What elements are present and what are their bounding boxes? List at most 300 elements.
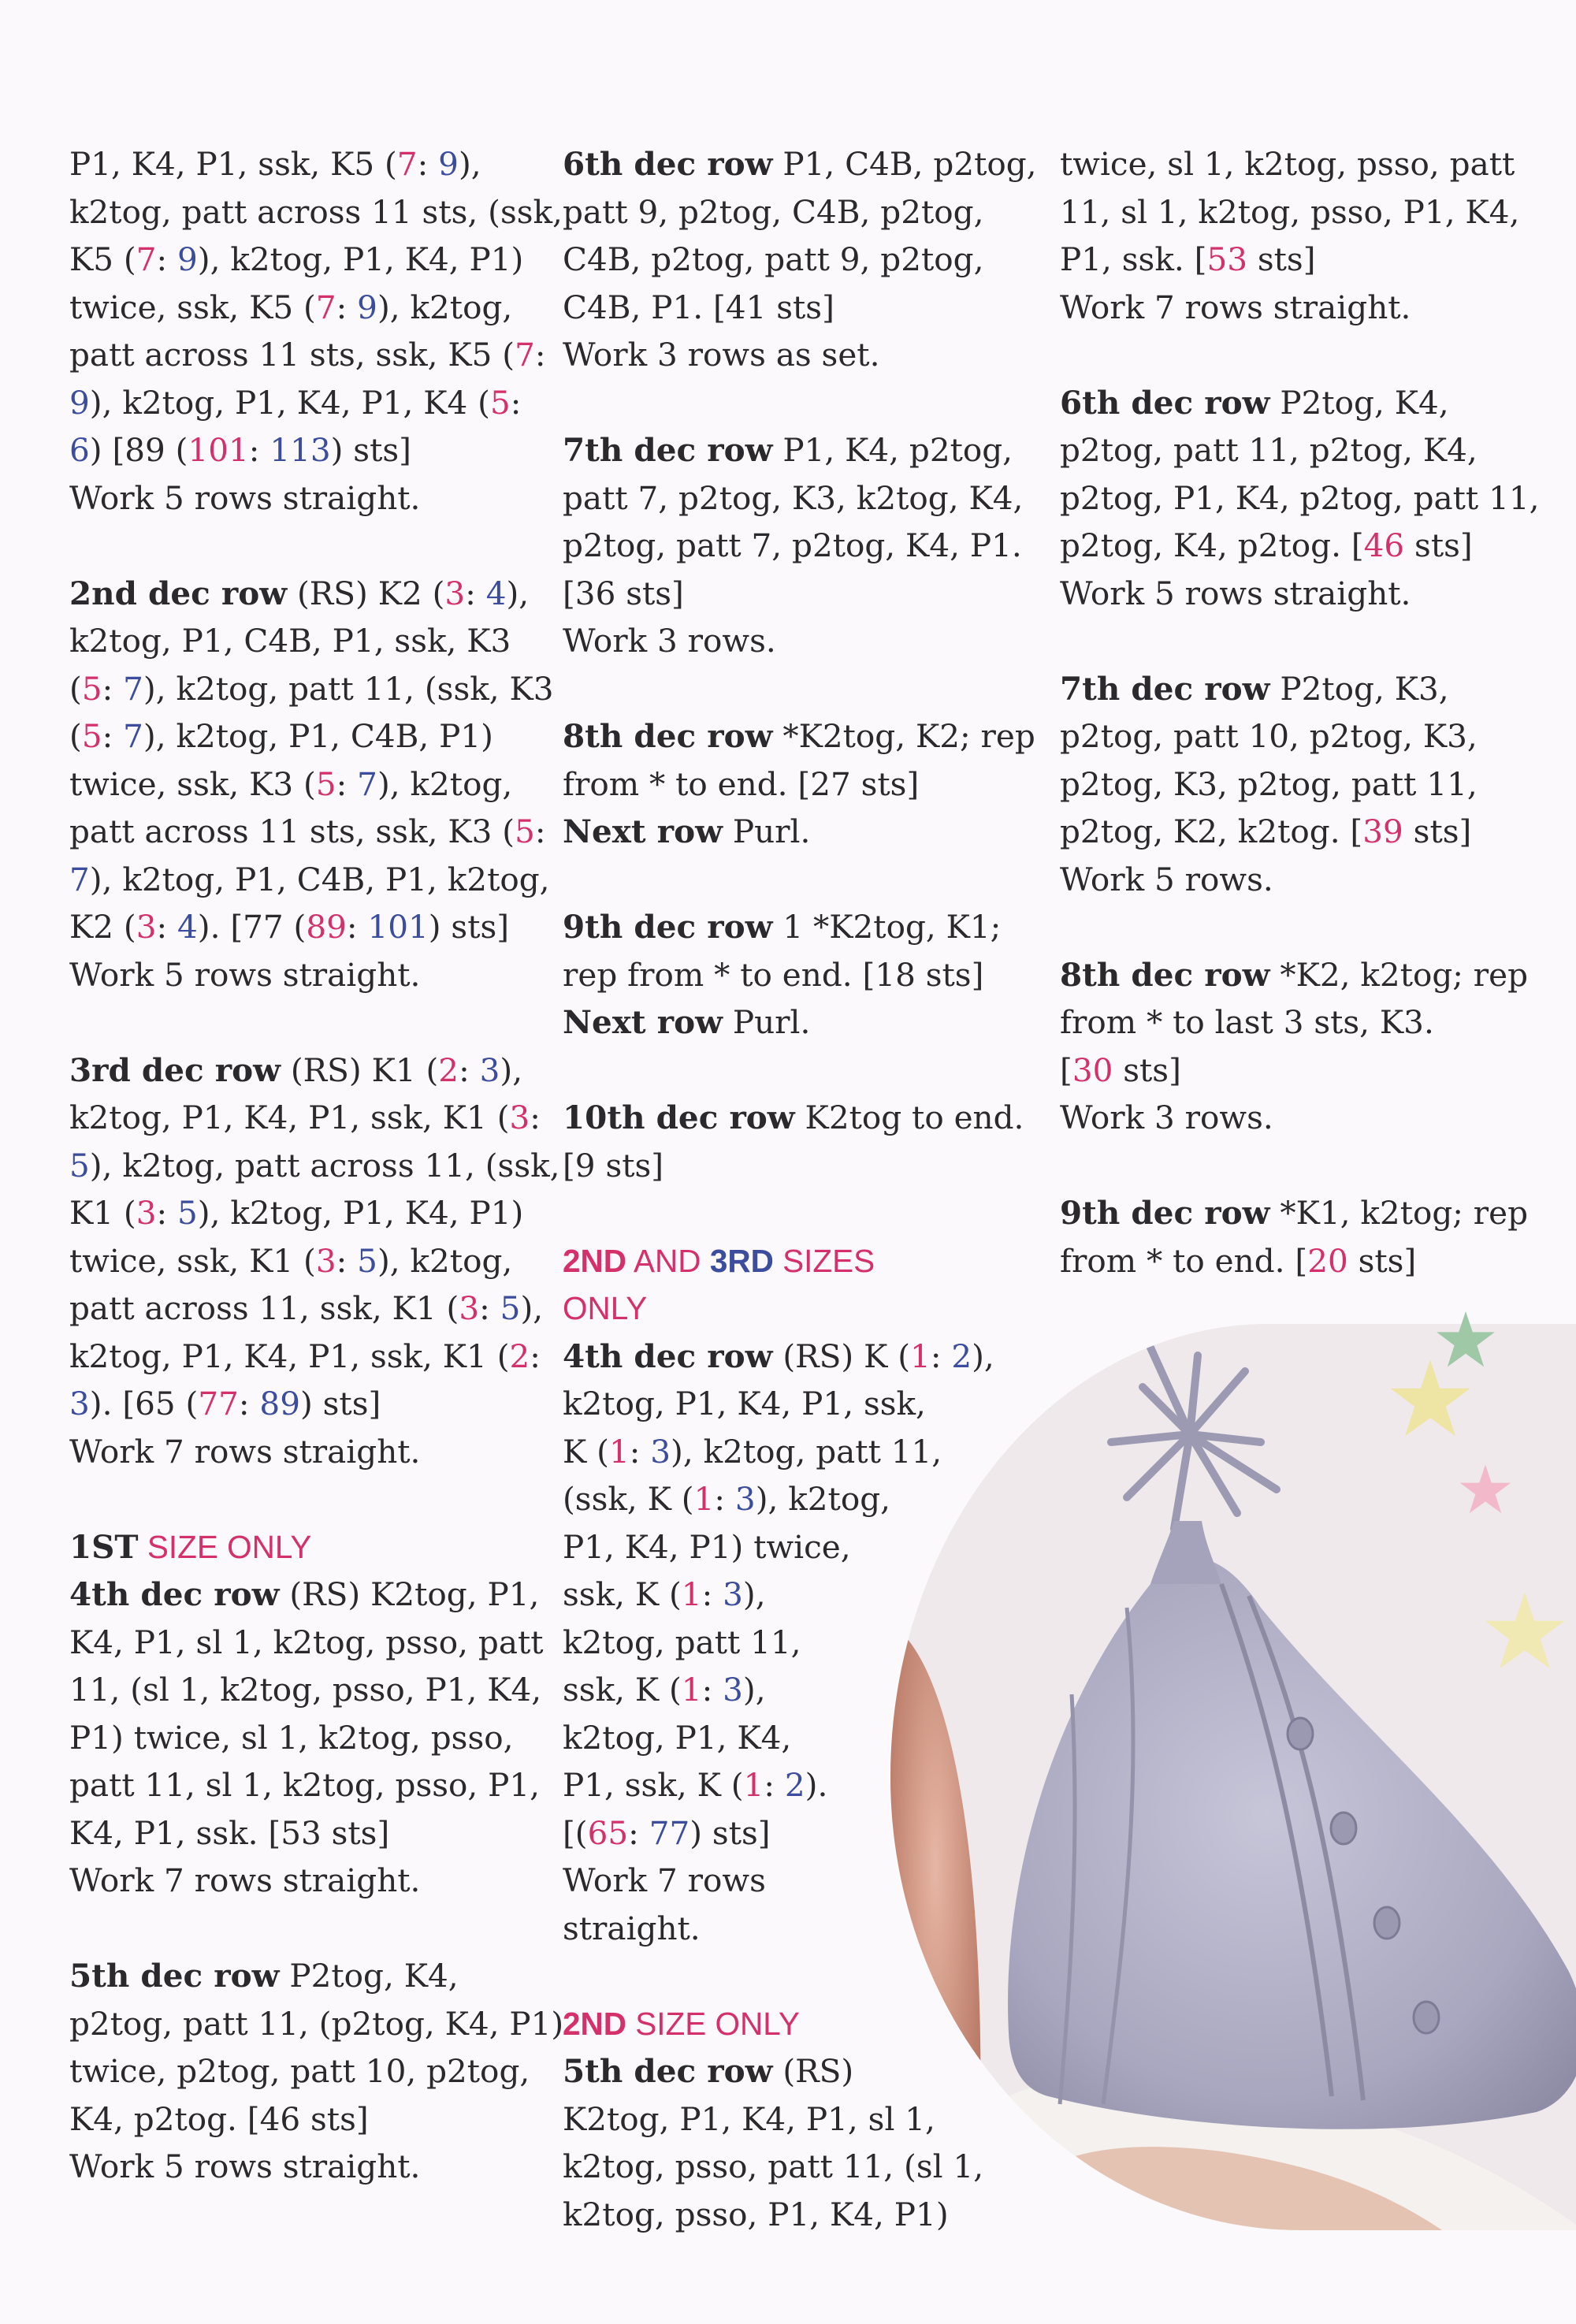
instruction-text: twice, p2tog, patt 10, p2tog, bbox=[69, 2052, 530, 2090]
text-line bbox=[69, 236, 534, 284]
instruction-text: (RS) K1 ( bbox=[281, 1050, 439, 1089]
instruction-text: [36 sts] bbox=[563, 574, 684, 612]
instruction-text: ), k2tog, bbox=[377, 764, 513, 803]
text-line bbox=[69, 1952, 534, 2000]
text-line bbox=[69, 331, 546, 379]
instruction-text: twice, ssk, K1 ( bbox=[69, 1241, 316, 1280]
size-value: 1 bbox=[743, 1766, 764, 1804]
size-value: 5 bbox=[81, 717, 102, 755]
instruction-text: p2tog, patt 11, (p2tog, K4, P1) bbox=[69, 2004, 564, 2043]
instruction-text: P1, K4, P1, ssk, K5 ( bbox=[69, 145, 397, 183]
instruction-text: ), k2tog, bbox=[755, 1480, 891, 1518]
instruction-text: ), k2tog, patt 11, bbox=[671, 1432, 942, 1471]
instruction-text: ), k2tog, bbox=[377, 288, 513, 326]
instruction-text: K2 ( bbox=[69, 908, 136, 946]
pattern-block bbox=[69, 140, 563, 522]
row-label: 4th dec row bbox=[69, 1575, 280, 1613]
pattern-block bbox=[69, 1952, 564, 2191]
text-line bbox=[69, 1380, 534, 1428]
text-line bbox=[69, 951, 534, 999]
size-value: 7 bbox=[136, 240, 157, 278]
instruction-text: Work 5 rows straight. bbox=[1060, 574, 1411, 612]
instruction-text: : bbox=[336, 764, 358, 803]
text-line bbox=[1060, 379, 1548, 427]
row-label: Next row bbox=[563, 1003, 723, 1041]
instruction-text: p2tog, K4, p2tog. [ bbox=[1060, 526, 1364, 564]
text-line bbox=[563, 808, 1043, 856]
instruction-text: P2tog, K4, bbox=[279, 1957, 459, 1995]
instruction-text: ), bbox=[520, 1289, 544, 1327]
text-line bbox=[69, 1237, 534, 1285]
row-label: 10th dec row bbox=[563, 1099, 795, 1136]
instruction-text: sts] bbox=[1113, 1050, 1181, 1089]
size-value: 20 bbox=[1307, 1241, 1348, 1280]
instruction-text: ), k2tog, P1, K4, P1, K4 ( bbox=[89, 383, 490, 422]
pink-star-icon bbox=[1458, 1462, 1513, 1517]
text-line bbox=[1060, 951, 1548, 999]
size-value: 3 bbox=[315, 1241, 336, 1280]
instruction-text: ), k2tog, patt across 11, (ssk, bbox=[89, 1146, 560, 1184]
instruction-text: p2tog, K3, p2tog, patt 11, bbox=[1060, 764, 1478, 803]
text-line bbox=[563, 1333, 1043, 1381]
instruction-text: P1, K4, P1) twice, bbox=[563, 1527, 851, 1566]
column-3 bbox=[1060, 140, 1548, 1333]
instruction-text: K4, P1, sl 1, k2tog, psso, patt bbox=[69, 1623, 544, 1661]
text-line bbox=[69, 474, 534, 522]
instruction-text: k2tog, P1, K4, bbox=[563, 1718, 792, 1757]
size-value: 2 bbox=[438, 1050, 459, 1089]
instruction-text: ( bbox=[69, 717, 82, 755]
instruction-text: : bbox=[336, 1241, 358, 1280]
text-line bbox=[69, 1094, 541, 1142]
text-line bbox=[69, 1047, 534, 1095]
instruction-text: Work 3 rows. bbox=[563, 622, 776, 660]
text-line bbox=[69, 808, 546, 856]
instruction-text: 1 *K2tog, K1; bbox=[772, 908, 1002, 946]
instruction-text: Work 3 rows as set. bbox=[563, 336, 880, 374]
size-value: 77 bbox=[649, 1813, 690, 1852]
size-value: 89 bbox=[259, 1385, 300, 1422]
instruction-text: C4B, p2tog, patt 9, p2tog, bbox=[563, 240, 984, 278]
size-value: 6 bbox=[69, 431, 90, 469]
instruction-text: K2tog, P1, K4, P1, sl 1, bbox=[563, 2099, 935, 2138]
instruction-text: : bbox=[701, 1671, 723, 1709]
text-line bbox=[1060, 236, 1548, 284]
size-value: 2ND bbox=[563, 1242, 627, 1279]
text-line bbox=[563, 2143, 1043, 2191]
size-value: 5 bbox=[177, 1194, 198, 1232]
row-label: 7th dec row bbox=[563, 431, 773, 469]
instruction-text: : bbox=[336, 288, 358, 326]
instruction-text: P1, ssk, K ( bbox=[563, 1766, 744, 1804]
text-line bbox=[563, 1285, 1043, 1333]
instruction-text: : bbox=[930, 1337, 952, 1375]
instruction-text: k2tog, patt across 11 sts, (ssk, bbox=[69, 192, 563, 231]
instruction-text: : bbox=[714, 1480, 735, 1518]
size-value: 77 bbox=[198, 1385, 239, 1422]
instruction-text: *K1, k2tog; rep bbox=[1269, 1194, 1529, 1232]
pattern-block bbox=[69, 1523, 544, 1905]
instruction-text: patt across 11 sts, ssk, K5 ( bbox=[69, 336, 515, 374]
instruction-text: p2tog, P1, K4, p2tog, patt 11, bbox=[1060, 478, 1540, 517]
yellow-star-icon bbox=[1481, 1588, 1568, 1675]
row-label: 7th dec row bbox=[1060, 669, 1270, 708]
size-value: 1 bbox=[608, 1432, 630, 1471]
instruction-text: Work 5 rows straight. bbox=[69, 2147, 421, 2185]
instruction-text: 11, (sl 1, k2tog, psso, P1, K4, bbox=[69, 1671, 542, 1709]
instruction-text: twice, ssk, K5 ( bbox=[69, 288, 316, 326]
instruction-text: : bbox=[479, 1289, 500, 1327]
size-value: 5 bbox=[515, 812, 535, 850]
instruction-text: straight. bbox=[563, 1909, 701, 1947]
text-line bbox=[563, 331, 1043, 379]
instruction-text: (RS) K2tog, P1, bbox=[279, 1575, 540, 1613]
size-value: 9 bbox=[357, 288, 377, 326]
text-line bbox=[1060, 808, 1548, 856]
text-line bbox=[69, 570, 534, 618]
instruction-text: (RS) K2 ( bbox=[287, 574, 445, 612]
instruction-text: ), bbox=[742, 1671, 766, 1709]
instruction-text: : bbox=[465, 574, 486, 612]
size-value: 3 bbox=[723, 1671, 743, 1709]
size-value: ONLY bbox=[563, 1290, 648, 1326]
instruction-text: ) sts] bbox=[690, 1813, 771, 1852]
text-line bbox=[69, 1666, 542, 1714]
size-value: SIZE ONLY bbox=[138, 1528, 312, 1565]
text-line bbox=[69, 426, 534, 474]
instruction-text: : bbox=[530, 1099, 541, 1136]
instruction-text: C4B, P1. [41 sts] bbox=[563, 288, 834, 326]
text-line bbox=[563, 474, 1043, 522]
text-line bbox=[563, 2047, 1043, 2095]
instruction-text: Work 7 rows straight. bbox=[69, 1861, 421, 1899]
instruction-text: : bbox=[459, 1050, 480, 1089]
instruction-text: 11, sl 1, k2tog, psso, P1, K4, bbox=[1060, 192, 1520, 231]
size-value: 5 bbox=[81, 669, 102, 708]
instruction-text: K ( bbox=[563, 1432, 609, 1471]
size-value: 3RD bbox=[709, 1242, 774, 1279]
instruction-text: P2tog, K4, bbox=[1269, 383, 1449, 422]
row-label: 4th dec row bbox=[563, 1337, 773, 1375]
instruction-text: : bbox=[346, 908, 368, 946]
size-value: 7 bbox=[315, 288, 336, 326]
instruction-text: Work 7 rows straight. bbox=[69, 1432, 421, 1471]
instruction-text: Work 7 rows straight. bbox=[1060, 288, 1411, 326]
size-value: 1 bbox=[910, 1337, 931, 1375]
instruction-text: : bbox=[534, 812, 546, 850]
size-value: 7 bbox=[123, 669, 143, 708]
instruction-text: : bbox=[701, 1575, 723, 1613]
text-line bbox=[69, 188, 563, 236]
size-value: 3 bbox=[509, 1099, 530, 1136]
text-line bbox=[69, 140, 534, 188]
size-value: 53 bbox=[1206, 240, 1247, 278]
size-value: 2 bbox=[509, 1337, 530, 1375]
size-value: 2 bbox=[784, 1766, 805, 1804]
instruction-text: : bbox=[102, 669, 124, 708]
text-line bbox=[1060, 1237, 1548, 1285]
text-line bbox=[69, 1333, 541, 1381]
instruction-text: p2tog, patt 11, p2tog, K4, bbox=[1060, 431, 1478, 469]
text-line bbox=[1060, 474, 1548, 522]
row-label: 9th dec row bbox=[1060, 1194, 1270, 1232]
instruction-text: ). [77 ( bbox=[197, 908, 307, 946]
pattern-block bbox=[1060, 140, 1548, 331]
text-line bbox=[69, 856, 550, 904]
instruction-text: : bbox=[248, 431, 270, 469]
text-line bbox=[563, 1142, 1043, 1190]
size-value: 7 bbox=[515, 336, 535, 374]
size-value: AND bbox=[626, 1242, 710, 1279]
text-line bbox=[1060, 1047, 1548, 1095]
text-line bbox=[563, 2191, 1043, 2239]
instruction-text: ). bbox=[805, 1766, 828, 1804]
text-line bbox=[1060, 570, 1548, 618]
size-value: SIZE ONLY bbox=[626, 2005, 800, 2042]
instruction-text: K4, p2tog. [46 sts] bbox=[69, 2099, 369, 2138]
text-line bbox=[69, 1619, 544, 1667]
instruction-text: : bbox=[764, 1766, 785, 1804]
instruction-text: : bbox=[238, 1385, 260, 1422]
text-line bbox=[69, 1571, 540, 1619]
instruction-text: ) [89 ( bbox=[89, 431, 188, 469]
size-value: 7 bbox=[123, 717, 143, 755]
instruction-text: : bbox=[102, 717, 124, 755]
text-line bbox=[563, 1428, 1043, 1476]
size-value: 101 bbox=[367, 908, 429, 946]
instruction-text: sts] bbox=[1403, 812, 1472, 850]
instruction-text: ) sts] bbox=[299, 1385, 381, 1422]
instruction-text: P2tog, K3, bbox=[1269, 669, 1449, 708]
instruction-text: (RS) K ( bbox=[772, 1337, 911, 1375]
text-line bbox=[69, 1428, 534, 1476]
instruction-text: ), bbox=[742, 1575, 766, 1613]
size-value: 9 bbox=[177, 240, 198, 278]
instruction-text: patt across 11, ssk, K1 ( bbox=[69, 1289, 459, 1327]
instruction-text: Purl. bbox=[722, 812, 811, 850]
size-value: 7 bbox=[357, 764, 377, 803]
instruction-text: ) sts] bbox=[428, 908, 510, 946]
instruction-text: ). [65 ( bbox=[89, 1385, 199, 1422]
instruction-text: k2tog, P1, K4, P1, ssk, K1 ( bbox=[69, 1337, 510, 1375]
instruction-text: [ bbox=[1060, 1050, 1072, 1089]
text-line bbox=[69, 1285, 544, 1333]
instruction-text: ), bbox=[500, 1050, 523, 1089]
instruction-text: : bbox=[628, 1813, 649, 1852]
text-line bbox=[69, 1809, 534, 1857]
instruction-text: P1, C4B, p2tog, bbox=[772, 145, 1037, 183]
instruction-text: patt 9, p2tog, C4B, p2tog, bbox=[563, 192, 984, 231]
size-value: 5 bbox=[69, 1146, 90, 1184]
instruction-text: ), k2tog, patt 11, (ssk, K3 bbox=[143, 669, 554, 708]
instruction-text: K5 ( bbox=[69, 240, 136, 278]
size-value: 1 bbox=[681, 1671, 702, 1709]
instruction-text: ), bbox=[458, 145, 481, 183]
size-value: 7 bbox=[396, 145, 418, 183]
instruction-text: patt 7, p2tog, K3, k2tog, K4, bbox=[563, 478, 1024, 517]
size-value: 3 bbox=[69, 1385, 90, 1422]
instruction-text: p2tog, K2, k2tog. [ bbox=[1060, 812, 1363, 850]
row-label: 3rd dec row bbox=[69, 1050, 281, 1089]
size-value: 4 bbox=[485, 574, 507, 612]
yellow-star-icon bbox=[1387, 1355, 1474, 1442]
instruction-text: p2tog, patt 7, p2tog, K4, P1. bbox=[563, 526, 1022, 564]
text-line bbox=[69, 1142, 560, 1190]
text-line bbox=[69, 1857, 534, 1905]
instruction-text: k2tog, patt 11, bbox=[563, 1623, 801, 1661]
pattern-block bbox=[69, 1047, 560, 1476]
row-label: 6th dec row bbox=[563, 145, 773, 183]
size-value: 5 bbox=[500, 1289, 521, 1327]
column-1 bbox=[69, 140, 564, 2238]
text-line bbox=[563, 1237, 1043, 1285]
size-value: 5 bbox=[315, 764, 336, 803]
instruction-text: rep from * to end. [18 sts] bbox=[563, 955, 984, 994]
instruction-text: Work 5 rows straight. bbox=[69, 955, 421, 994]
instruction-text: sts] bbox=[1247, 240, 1316, 278]
instruction-text: patt across 11 sts, ssk, K3 ( bbox=[69, 812, 515, 850]
instruction-text: K1 ( bbox=[69, 1194, 136, 1232]
text-line bbox=[69, 1761, 541, 1809]
text-line bbox=[563, 570, 1043, 618]
instruction-text: ), bbox=[506, 574, 530, 612]
instruction-text: ssk, K ( bbox=[563, 1671, 682, 1709]
size-value: 3 bbox=[459, 1289, 480, 1327]
size-value: 46 bbox=[1363, 526, 1405, 564]
text-line bbox=[1060, 426, 1548, 474]
pattern-block bbox=[69, 570, 554, 999]
text-line bbox=[69, 2000, 564, 2048]
instruction-text: ) sts] bbox=[330, 431, 411, 469]
size-value: 30 bbox=[1072, 1050, 1113, 1089]
instruction-text: ), k2tog, P1, C4B, P1, k2tog, bbox=[89, 860, 550, 898]
pattern-block bbox=[563, 712, 1043, 856]
instruction-text: : bbox=[530, 1337, 541, 1375]
text-line bbox=[69, 284, 534, 332]
pattern-block bbox=[1060, 379, 1548, 618]
instruction-text: Work 5 rows straight. bbox=[69, 478, 421, 517]
row-label: 8th dec row bbox=[1060, 955, 1270, 994]
instruction-text: k2tog, P1, K4, P1, ssk, K1 ( bbox=[69, 1099, 510, 1136]
size-value: 3 bbox=[723, 1575, 743, 1613]
text-line bbox=[1060, 522, 1548, 570]
text-line bbox=[563, 140, 1043, 188]
instruction-text: Work 7 rows bbox=[563, 1861, 766, 1899]
instruction-text: : bbox=[156, 908, 178, 946]
instruction-text: Work 5 rows. bbox=[1060, 860, 1273, 898]
instruction-text: twice, ssk, K3 ( bbox=[69, 764, 316, 803]
pattern-block bbox=[563, 140, 1043, 379]
text-line bbox=[1060, 1189, 1548, 1237]
text-line bbox=[69, 1189, 534, 1237]
instruction-text: P1, K4, p2tog, bbox=[772, 431, 1013, 469]
text-line bbox=[563, 426, 1043, 474]
text-line bbox=[563, 760, 1043, 809]
text-line bbox=[563, 188, 1043, 236]
row-label: 9th dec row bbox=[563, 908, 773, 946]
text-line bbox=[69, 379, 534, 427]
instruction-text: p2tog, patt 10, p2tog, K3, bbox=[1060, 717, 1478, 755]
text-line bbox=[563, 1380, 1043, 1428]
instruction-text: (RS) bbox=[772, 2052, 854, 2090]
instruction-text: K2tog to end. bbox=[794, 1099, 1024, 1136]
instruction-text: : bbox=[629, 1432, 651, 1471]
pattern-block bbox=[1060, 665, 1548, 904]
instruction-text: *K2tog, K2; rep bbox=[772, 717, 1035, 755]
size-value: 3 bbox=[136, 908, 157, 946]
instruction-text: twice, sl 1, k2tog, psso, patt bbox=[1060, 145, 1515, 183]
instruction-text: Work 3 rows. bbox=[1060, 1099, 1273, 1136]
text-line bbox=[69, 1714, 534, 1762]
instruction-text: k2tog, psso, P1, K4, P1) bbox=[563, 2195, 949, 2233]
size-value: 1 bbox=[693, 1480, 715, 1518]
size-value: 3 bbox=[734, 1480, 756, 1518]
size-value: 9 bbox=[438, 145, 459, 183]
pattern-block bbox=[1060, 1189, 1548, 1285]
size-value: 3 bbox=[136, 1194, 157, 1232]
instruction-text: K4, P1, ssk. [53 sts] bbox=[69, 1813, 390, 1852]
size-value: 5 bbox=[357, 1241, 377, 1280]
instruction-text: patt 11, sl 1, k2tog, psso, P1, bbox=[69, 1766, 541, 1804]
instruction-text: *K2, k2tog; rep bbox=[1269, 955, 1529, 994]
text-line bbox=[69, 2095, 534, 2144]
instruction-text: k2tog, psso, patt 11, (sl 1, bbox=[563, 2147, 984, 2185]
text-line bbox=[563, 1094, 1043, 1142]
pattern-block bbox=[563, 1094, 1043, 1189]
size-value: SIZES bbox=[773, 1242, 875, 1279]
text-line bbox=[69, 1523, 534, 1571]
row-label: 5th dec row bbox=[563, 2052, 773, 2090]
instruction-text: : bbox=[417, 145, 439, 183]
instruction-text: ), bbox=[972, 1337, 994, 1375]
instruction-text: from * to end. [27 sts] bbox=[563, 764, 920, 803]
instruction-text: ), k2tog, P1, K4, P1) bbox=[197, 240, 524, 278]
text-line bbox=[563, 903, 1043, 951]
instruction-text: P1, ssk. [ bbox=[1060, 240, 1207, 278]
text-line bbox=[563, 712, 1043, 760]
instruction-text: ), k2tog, P1, K4, P1) bbox=[197, 1194, 524, 1232]
row-label: 5th dec row bbox=[69, 1957, 280, 1995]
text-line bbox=[1060, 140, 1548, 188]
instruction-text: ( bbox=[69, 669, 82, 708]
size-value: 1 bbox=[681, 1575, 702, 1613]
size-value: 2 bbox=[951, 1337, 972, 1375]
size-value: 3 bbox=[444, 574, 466, 612]
text-line bbox=[69, 712, 534, 760]
size-value: 9 bbox=[69, 383, 90, 422]
instruction-text: ), k2tog, bbox=[377, 1241, 513, 1280]
text-line bbox=[69, 760, 534, 809]
instruction-text: : bbox=[156, 240, 178, 278]
row-label: 6th dec row bbox=[1060, 383, 1270, 422]
instruction-text: : bbox=[510, 383, 522, 422]
instruction-text: sts] bbox=[1404, 526, 1473, 564]
instruction-text: from * to end. [ bbox=[1060, 1241, 1308, 1280]
text-line bbox=[563, 998, 1043, 1047]
size-value: 3 bbox=[650, 1432, 671, 1471]
instruction-text: [9 sts] bbox=[563, 1146, 664, 1184]
text-line bbox=[69, 2143, 534, 2191]
size-value: 101 bbox=[188, 431, 249, 469]
instruction-text: sts] bbox=[1347, 1241, 1417, 1280]
text-line bbox=[563, 522, 1043, 570]
size-value: 4 bbox=[177, 908, 198, 946]
text-line bbox=[1060, 998, 1548, 1047]
instruction-text: ssk, K ( bbox=[563, 1575, 682, 1613]
instruction-text: k2tog, P1, C4B, P1, ssk, K3 bbox=[69, 622, 511, 660]
size-value: 3 bbox=[479, 1050, 500, 1089]
text-line bbox=[1060, 760, 1548, 809]
